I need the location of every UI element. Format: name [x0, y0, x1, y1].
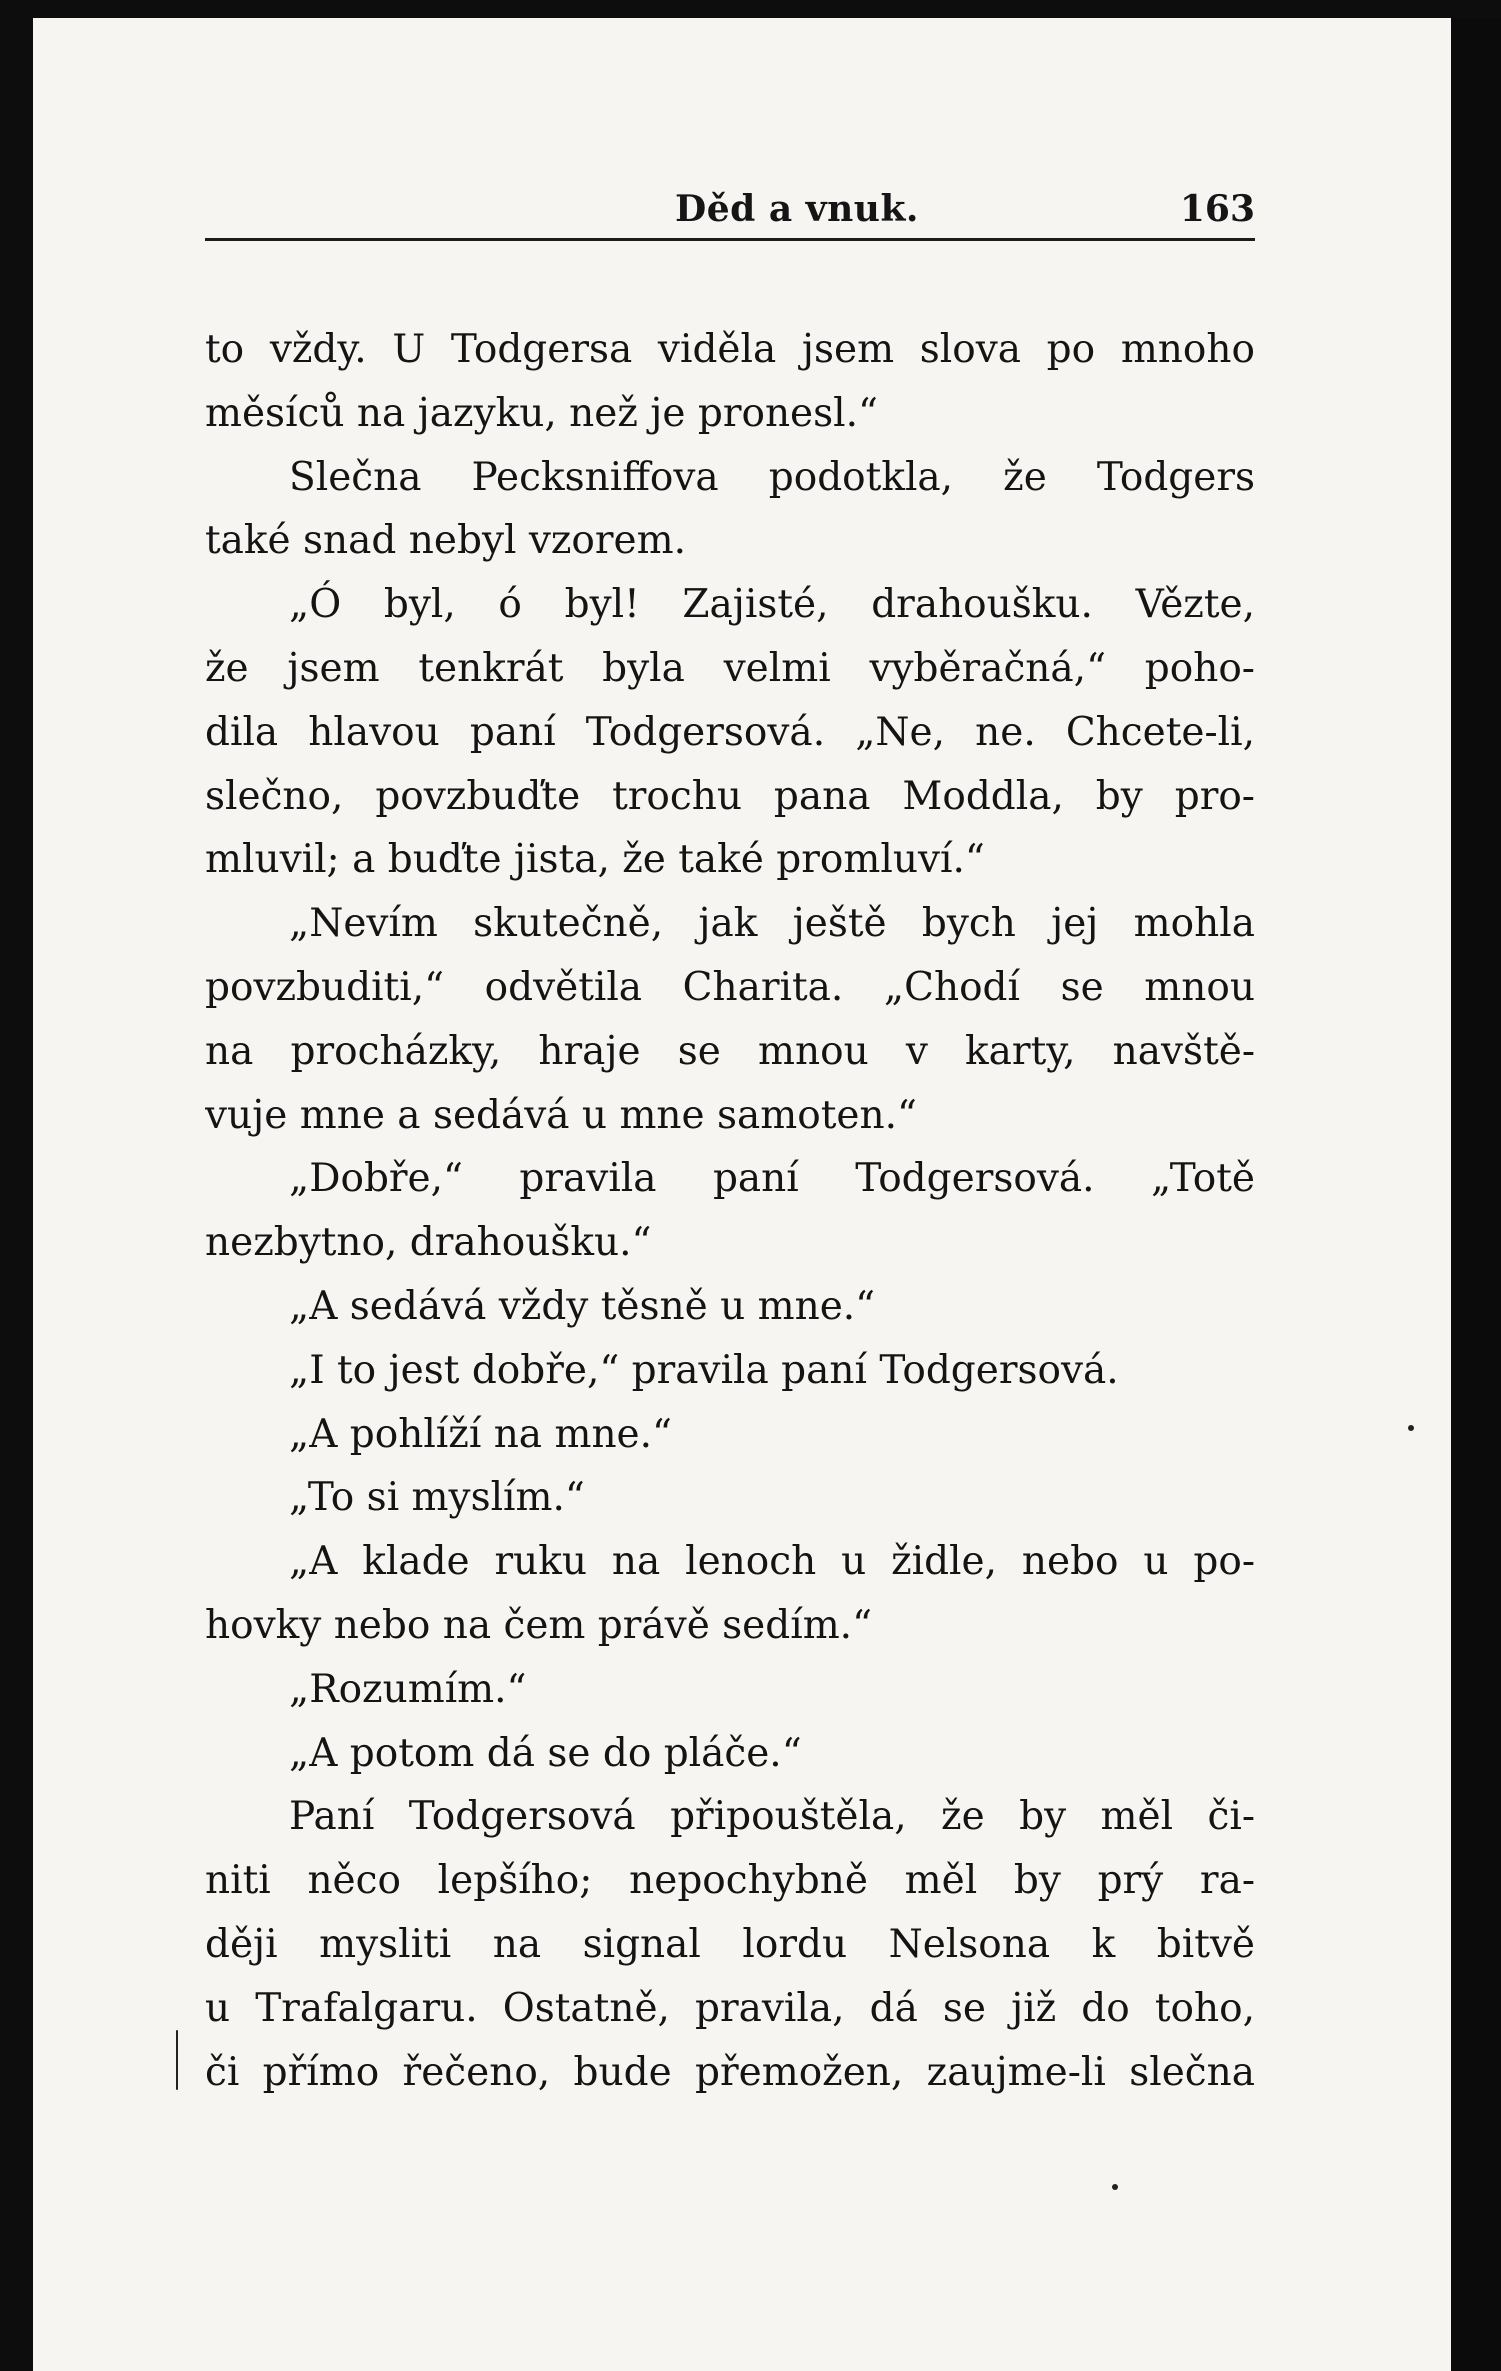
- body-text: [205, 318, 1255, 2104]
- text-line: to vždy. U Todgersa viděla jsem slova po mnoho: [205, 327, 1255, 372]
- text-line: niti něco lepšího; nepochybně měl by prý ra-: [205, 1858, 1255, 1904]
- scan-speck: [1112, 2184, 1118, 2190]
- running-title: Děd a vnuk.: [675, 188, 919, 230]
- page-number: 163: [1179, 188, 1255, 230]
- text-line: „To si myslím.“: [289, 1475, 585, 1521]
- text-line: na procházky, hraje se mnou v karty, navště-: [205, 1028, 1255, 1074]
- text-line: hovky nebo na čem právě sedím.“: [205, 1602, 873, 1648]
- text-line: u Trafalgaru. Ostatně, pravila, dá se již do toho,: [205, 1985, 1255, 2031]
- text-line: „Rozumím.“: [289, 1666, 527, 1712]
- text-line: slečno, povzbuďte trochu pana Moddla, by pro-: [205, 773, 1255, 819]
- text-line: či přímo řečeno, bude přemožen, zaujme-li slečna: [205, 2049, 1255, 2095]
- text-line: „A klade ruku na lenoch u židle, nebo u po-: [289, 1539, 1255, 1585]
- text-line: dila hlavou paní Todgersová. „Ne, ne. Chcete-li,: [205, 709, 1255, 755]
- text-line: „Dobře,“ pravila paní Todgersová. „Totě: [289, 1156, 1255, 1202]
- text-line: „Nevím skutečně, jak ještě bych jej mohla: [289, 901, 1255, 947]
- running-header: [205, 186, 1255, 241]
- text-line: „A sedává vždy těsně u mne.“: [289, 1283, 876, 1329]
- text-line: také snad nebyl vzorem.: [205, 518, 687, 564]
- text-line: Paní Todgersová připouštěla, že by měl či-: [289, 1794, 1255, 1840]
- text-line: vuje mne a sedává u mne samoten.“: [205, 1092, 917, 1138]
- text-line: nezbytno, drahoušku.“: [205, 1220, 652, 1266]
- text-line: „A pohlíží na mne.“: [289, 1411, 672, 1457]
- text-line: že jsem tenkrát byla velmi vyběračná,“ poho-: [205, 645, 1255, 691]
- text-line: „Ó byl, ó byl! Zajisté, drahoušku. Vězte,: [289, 582, 1255, 628]
- scan-top-border: [0, 0, 1501, 18]
- text-line: mluvil; a buďte jista, že také promluví.“: [205, 837, 985, 883]
- text-line: „I to jest dobře,“ pravila paní Todgersová.: [289, 1347, 1119, 1393]
- scan-speck: [176, 2030, 178, 2090]
- scan-speck: [1408, 1425, 1414, 1431]
- text-line: Slečna Pecksniffova podotkla, že Todgers: [289, 454, 1255, 500]
- text-line: měsíců na jazyku, než je pronesl.“: [205, 390, 878, 436]
- text-line: ději mysliti na signal lordu Nelsona k bitvě: [205, 1921, 1255, 1967]
- text-line: „A potom dá se do pláče.“: [289, 1730, 802, 1776]
- text-line: povzbuditi,“ odvětila Charita. „Chodí se mnou: [205, 964, 1255, 1010]
- scan-left-border: [0, 0, 33, 2371]
